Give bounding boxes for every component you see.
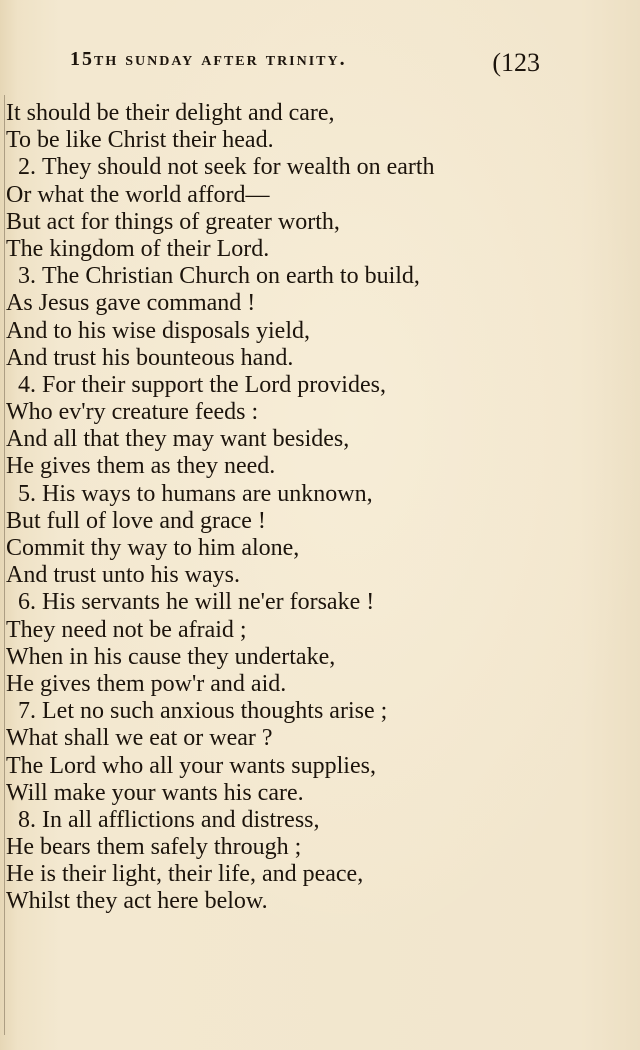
- verse-line: [6, 644, 606, 671]
- verse-text: But full of love and grace !: [6, 507, 266, 534]
- verse-number: 8.: [18, 806, 36, 833]
- verse-number: 6.: [18, 589, 36, 616]
- verse-text: And all that they may want besides,: [6, 426, 350, 453]
- verse-text: Let no such anxious thoughts arise ;: [42, 698, 388, 725]
- verse-text: He is their light, their life, and peace,: [6, 861, 364, 888]
- running-header-title: 15th sunday after trinity.: [70, 48, 347, 70]
- verse-line: [6, 753, 606, 780]
- verse-number: 4.: [18, 371, 36, 398]
- verse-text: What shall we eat or wear ?: [6, 725, 273, 752]
- verse-first-line: [6, 154, 606, 181]
- verse-line: [6, 100, 606, 127]
- verse-line: [6, 290, 606, 317]
- binding-edge: [4, 95, 5, 1035]
- verse-text: To be like Christ their head.: [6, 127, 274, 154]
- verse-text: His servants he will ne'er forsake !: [42, 589, 375, 616]
- verse-text: They need not be afraid ;: [6, 616, 247, 643]
- verse-text: The kingdom of their Lord.: [6, 235, 270, 262]
- verse-text: Will make your wants his care.: [6, 779, 304, 806]
- verse-line: [6, 671, 606, 698]
- verse-line: [6, 127, 606, 154]
- verse-text: And trust his bounteous hand.: [6, 344, 294, 371]
- verse-text: Whilst they act here below.: [6, 888, 268, 915]
- verse-text: When in his cause they undertake,: [6, 643, 336, 670]
- verse-line: [6, 617, 606, 644]
- verse-number: 7.: [18, 698, 36, 725]
- verse-first-line: [6, 589, 606, 616]
- verse-number: 3.: [18, 263, 36, 290]
- verse-text: For their support the Lord provides,: [42, 371, 386, 398]
- verse-line: [6, 453, 606, 480]
- verse-line: [6, 399, 606, 426]
- verse-line: [6, 426, 606, 453]
- verse-first-line: [6, 481, 606, 508]
- verse-text: Who ev'ry creature feeds :: [6, 399, 259, 426]
- page-number: (123: [492, 48, 540, 77]
- verse-number: 5.: [18, 480, 36, 507]
- verse-line: [6, 318, 606, 345]
- verse-line: [6, 182, 606, 209]
- verse-line: [6, 725, 606, 752]
- verse-text: And to his wise disposals yield,: [6, 317, 310, 344]
- verse-text: But act for things of greater worth,: [6, 208, 340, 235]
- verse-line: [6, 535, 606, 562]
- verse-line: [6, 834, 606, 861]
- verse-line: [6, 861, 606, 888]
- verse-text: As Jesus gave command !: [6, 290, 256, 317]
- verse-text: Commit thy way to him alone,: [6, 535, 300, 561]
- verse-line: [6, 236, 606, 263]
- verse-text: In all afflictions and distress,: [42, 806, 320, 833]
- verse-line: [6, 888, 606, 915]
- verse-text: And trust unto his ways.: [6, 562, 240, 589]
- verse-first-line: [6, 372, 606, 399]
- verse-text: The Lord who all your wants supplies,: [6, 752, 376, 779]
- verse-text: Or what the world afford—: [6, 181, 270, 208]
- verse-line: [6, 562, 606, 589]
- verse-text: He bears them safely through ;: [6, 834, 302, 861]
- verse-first-line: [6, 263, 606, 290]
- verse-line: [6, 345, 606, 372]
- verse-text: He gives them pow'r and aid.: [6, 670, 287, 697]
- verse-text: He gives them as they need.: [6, 453, 276, 480]
- verse-text: His ways to humans are unknown,: [42, 480, 373, 507]
- verse-number: 2.: [18, 154, 36, 181]
- verse-first-line: [6, 807, 606, 834]
- running-header: [70, 48, 540, 82]
- verse-text: The Christian Church on earth to build,: [42, 263, 420, 290]
- verse-line: [6, 209, 606, 236]
- verse-first-line: [6, 698, 606, 725]
- verse-text: They should not seek for wealth on earth: [42, 154, 435, 181]
- hymn-verses: [6, 100, 606, 916]
- verse-line: [6, 508, 606, 535]
- verse-line: [6, 780, 606, 807]
- verse-text: It should be their delight and care,: [6, 100, 335, 126]
